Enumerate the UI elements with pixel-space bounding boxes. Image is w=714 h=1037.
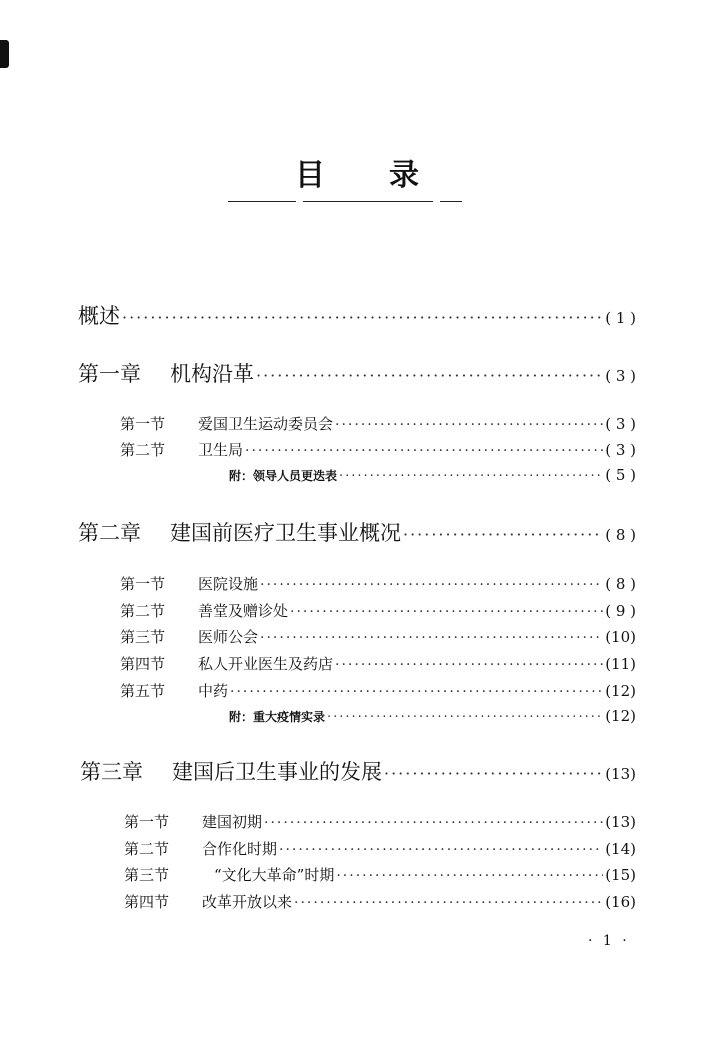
toc-page: ( 3 ) [605,415,636,433]
toc-page: ( 9 ) [605,602,636,620]
toc-chapter-title: 建国后卫生事业的发展 [172,760,382,784]
toc-label: 概述 [78,304,120,328]
toc-leader [327,710,603,725]
toc-leader [339,469,603,484]
toc-appendix-label: 附：领导人员更迭表 [229,469,338,483]
toc-page: (11) [605,655,636,673]
toc-chapter-title: 建国前医疗卫生事业概况 [170,521,401,545]
page-title [0,150,714,194]
toc-entry-overview[interactable] [78,300,636,330]
toc-chapter-3[interactable] [80,756,636,786]
toc-section-title: 爱国卫生运动委员会 [198,415,334,433]
toc-section-title: “文化大革命”时期 [214,866,335,884]
toc-section-title: 中药 [198,682,229,700]
toc-leader [245,443,603,459]
toc-leader [279,842,603,858]
title-rule-right [440,201,462,202]
toc-page: ( 8 ) [605,526,636,544]
toc-leader [384,764,603,783]
toc-appendix-1[interactable] [229,466,636,484]
toc-section-label: 第五节 [120,682,166,700]
title-char-1: 目 [295,158,325,193]
toc-chapter-label: 第三章 [80,760,143,784]
toc-section-label: 第二节 [120,441,166,459]
toc-section-1-2[interactable] [120,439,636,460]
page-number: · 1 · [588,933,630,949]
toc-leader [403,525,603,544]
toc-leader [260,630,603,646]
toc-section-title: 建国初期 [202,813,263,831]
toc-page: (13) [605,813,636,831]
toc-section-label: 第三节 [120,628,166,646]
title-rule-left [228,201,296,202]
toc-section-label: 第二节 [124,840,170,858]
toc-page: (12) [605,682,636,700]
toc-section-title: 善堂及赠诊处 [198,602,289,620]
toc-leader [230,684,603,700]
toc-appendix-2[interactable] [229,707,636,725]
toc-section-label: 第一节 [120,575,166,593]
toc-page: ( 8 ) [605,575,636,593]
title-rule-main [303,201,433,202]
toc-section-title: 改革开放以来 [202,893,293,911]
toc-section-title: 私人开业医生及药店 [198,655,334,673]
toc-section-2-3[interactable] [120,626,636,647]
toc-section-label: 第一节 [124,813,170,831]
toc-chapter-label: 第一章 [78,362,141,386]
toc-section-3-4[interactable] [124,891,636,912]
toc-section-title: 合作化时期 [202,840,278,858]
toc-section-title: 医师公会 [198,628,259,646]
toc-section-label: 第二节 [120,602,166,620]
toc-leader [256,366,603,385]
toc-leader [335,417,603,433]
toc-page: (16) [605,893,636,911]
toc-section-title: 卫生局 [198,441,244,459]
toc-section-3-2[interactable] [124,838,636,859]
toc-chapter-title: 机构沿革 [170,362,254,386]
toc-chapter-label: 第二章 [78,521,141,545]
toc-appendix-label: 附：重大疫情实录 [229,710,326,724]
toc-section-2-1[interactable] [120,573,636,594]
toc-page: ( 3 ) [605,441,636,459]
toc-section-label: 第四节 [124,893,170,911]
toc-leader [260,577,603,593]
toc-chapter-2[interactable] [78,517,636,547]
toc-section-3-1[interactable] [124,811,636,832]
toc-leader [290,604,603,620]
toc-page: (15) [605,866,636,884]
toc-page: ( 3 ) [605,367,636,385]
toc-page: (12) [605,707,636,725]
toc-leader [294,895,603,911]
toc-section-title: 医院设施 [198,575,259,593]
toc-chapter-1[interactable] [78,358,636,388]
toc-section-3-3[interactable] [124,864,636,885]
toc-section-label: 第一节 [120,415,166,433]
toc-page: (13) [605,765,636,783]
toc-leader [335,657,603,673]
toc-section-label: 第三节 [124,866,170,884]
toc-leader [336,868,603,884]
toc-section-2-2[interactable] [120,600,636,621]
toc-page: ( 5 ) [605,466,636,484]
toc-page: (14) [605,840,636,858]
toc-page: (10) [605,628,636,646]
toc-leader [264,815,603,831]
toc-section-2-4[interactable] [120,653,636,674]
title-char-2: 录 [389,158,419,193]
toc-page: ( 1 ) [605,309,636,327]
page-edge-mark [0,40,9,68]
toc-leader [122,308,603,327]
toc-section-2-5[interactable] [120,680,636,701]
toc-section-label: 第四节 [120,655,166,673]
toc-section-1-1[interactable] [120,413,636,434]
